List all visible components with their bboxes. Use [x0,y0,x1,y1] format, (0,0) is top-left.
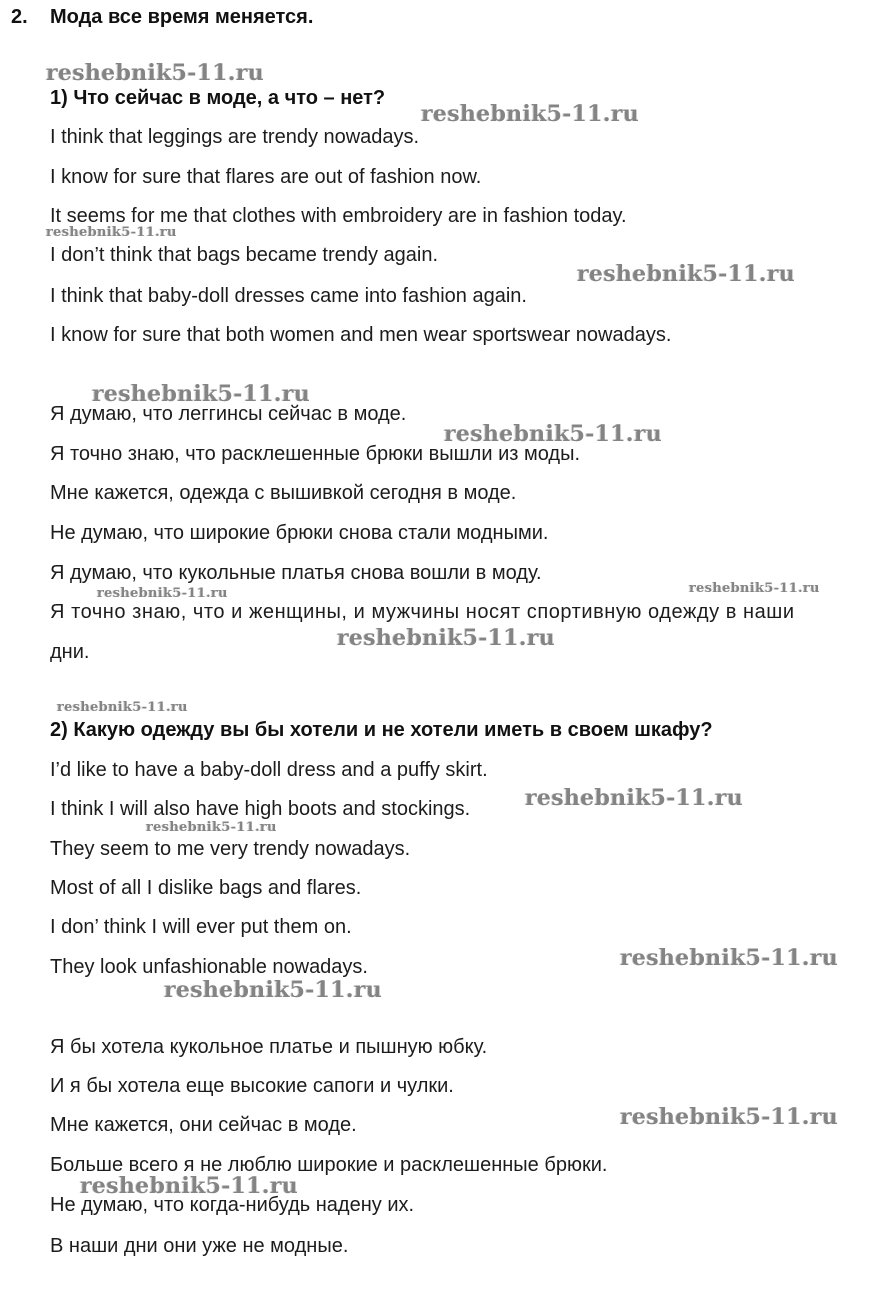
watermark: reshebnik5-11.ru [444,421,663,447]
section-1-russian-line: Я думаю, что кукольные платья снова вошли в моду. [50,562,542,584]
watermark: reshebnik5-11.ru [620,1104,839,1130]
section-1-english-line: I know for sure that flares are out of fashion now. [50,166,482,188]
watermark: reshebnik5-11.ru [146,820,277,835]
section-1-russian-line: Я думаю, что леггинсы сейчас в моде. [50,403,407,425]
section-1-russian-line: Я точно знаю, что расклешенные брюки вышли из моды. [50,443,581,465]
section-1-english-line: I know for sure that both women and men wear sportswear nowadays. [50,324,672,346]
watermark: reshebnik5-11.ru [46,225,177,240]
section-1-english-line: I think that leggings are trendy nowadays. [50,126,420,148]
watermark: reshebnik5-11.ru [97,586,228,601]
watermark: reshebnik5-11.ru [164,977,383,1003]
section-1-russian-line: Я точно знаю, что и женщины, и мужчины носят спортивную одежду в наши [50,601,795,623]
section-2-russian-line: Не думаю, что когда-нибудь надену их. [50,1194,415,1216]
section-2-english-line: They seem to me very trendy nowadays. [50,838,411,860]
exercise-number: 2. [11,6,28,28]
exercise-heading [11,6,313,29]
watermark: reshebnik5-11.ru [620,945,839,971]
section-2-english-line: I’d like to have a baby-doll dress and a puffy skirt. [50,759,488,781]
watermark: reshebnik5-11.ru [92,381,311,407]
section-2-english-line: Most of all I dislike bags and flares. [50,877,362,899]
section-1-russian-line: Не думаю, что широкие брюки снова стали модными. [50,522,549,544]
watermark: reshebnik5-11.ru [337,625,556,651]
watermark: reshebnik5-11.ru [577,261,796,287]
section-2-russian-line: Я бы хотела кукольное платье и пышную юбку. [50,1036,488,1058]
watermark: reshebnik5-11.ru [57,700,188,715]
section-1-english-line: I think that baby-doll dresses came into fashion again. [50,285,527,307]
section-1-russian-line: дни. [50,641,90,663]
section-1-title: 1) Что сейчас в моде, а что – нет? [50,87,386,109]
section-2-english-line: I think I will also have high boots and stockings. [50,798,471,820]
section-2-english-line: They look unfashionable nowadays. [50,956,368,978]
section-2-english-line: I don’ think I will ever put them on. [50,916,352,938]
watermark: reshebnik5-11.ru [421,101,640,127]
section-1-english-line: It seems for me that clothes with embroidery are in fashion today. [50,205,627,227]
watermark: reshebnik5-11.ru [80,1173,299,1199]
section-2-title: 2) Какую одежду вы бы хотели и не хотели иметь в своем шкафу? [50,719,713,741]
section-1-english-line: I don’t think that bags became trendy again. [50,244,439,266]
section-2-russian-line: В наши дни они уже не модные. [50,1235,349,1257]
section-2-russian-line: Больше всего я не люблю широкие и расклешенные брюки. [50,1154,608,1176]
section-1-russian-line: Мне кажется, одежда с вышивкой сегодня в моде. [50,482,517,504]
watermark: reshebnik5-11.ru [689,581,820,596]
exercise-title: Мода все время меняется. [50,6,314,28]
watermark: reshebnik5-11.ru [46,60,265,86]
watermark: reshebnik5-11.ru [525,785,744,811]
section-2-russian-line: И я бы хотела еще высокие сапоги и чулки. [50,1075,454,1097]
section-2-russian-line: Мне кажется, они сейчас в моде. [50,1114,357,1136]
